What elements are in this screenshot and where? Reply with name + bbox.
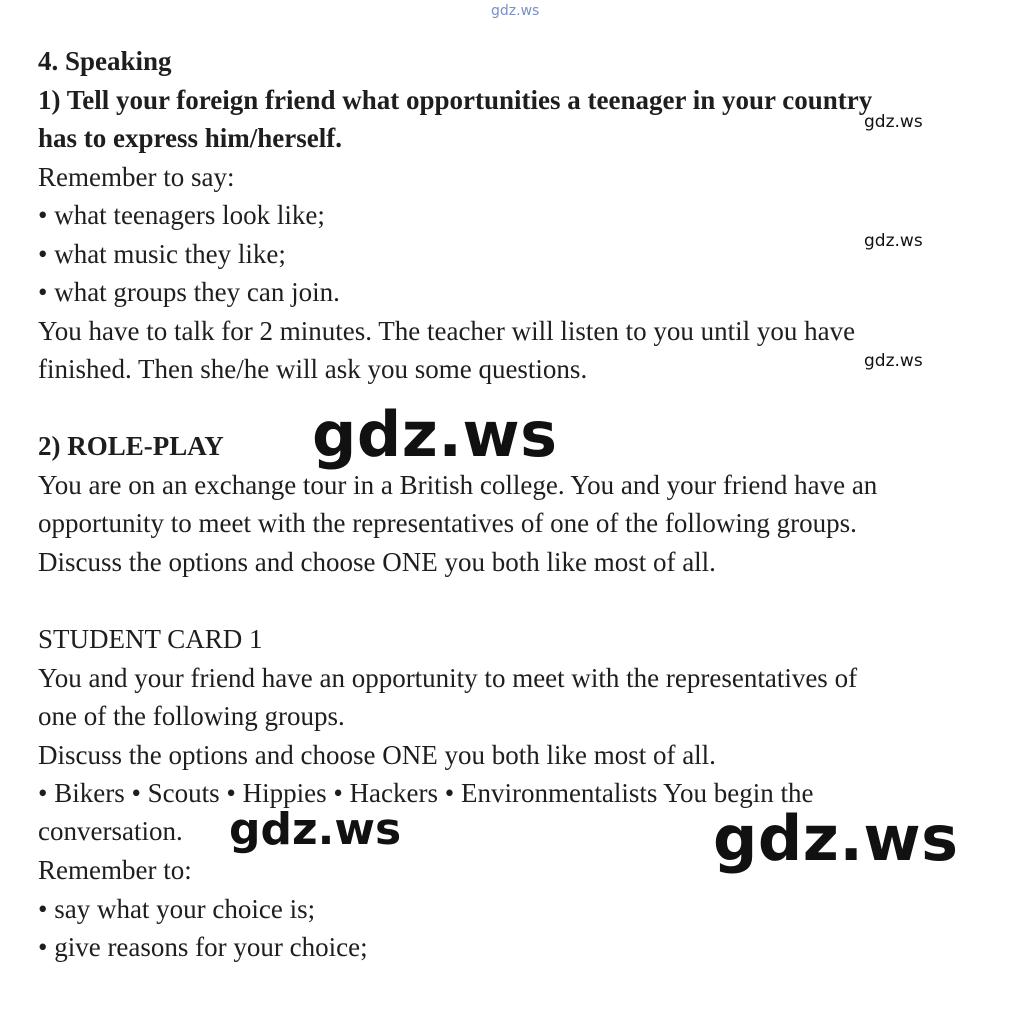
- watermark-big-right: gdz.ws: [713, 802, 959, 875]
- task1-bullet: • what groups they can join.: [38, 277, 340, 307]
- task1-note-line1: You have to talk for 2 minutes. The teacher will listen to you until you have: [38, 316, 856, 346]
- card-line4: • Bikers • Scouts • Hippies • Hackers • Environmentalists You begin the: [38, 778, 814, 808]
- watermark-small-2: gdz.ws: [864, 231, 923, 251]
- watermark-big-center: gdz.ws: [312, 398, 558, 471]
- task2-intro-line1: You are on an exchange tour in a British college. You and your friend have an: [38, 470, 878, 500]
- watermark-small-1: gdz.ws: [864, 112, 923, 132]
- task2-intro-line3: Discuss the options and choose ONE you both like most of all.: [38, 547, 716, 577]
- task1-title-line2: has to express him/herself.: [38, 123, 342, 153]
- card-line2: one of the following groups.: [38, 701, 345, 731]
- card-line1: You and your friend have an opportunity to meet with the representatives of: [38, 663, 858, 693]
- card-remember: Remember to:: [38, 855, 192, 885]
- watermark-small-3: gdz.ws: [864, 351, 923, 371]
- task1-bullet: • what teenagers look like;: [38, 200, 325, 230]
- card-bullet: • say what your choice is;: [38, 894, 316, 924]
- task2-intro-line2: opportunity to meet with the representatives of one of the following groups.: [38, 508, 857, 538]
- card-bullet: • give reasons for your choice;: [38, 932, 368, 962]
- watermark-top: gdz.ws: [491, 3, 540, 19]
- card-line5: conversation.: [38, 816, 183, 846]
- task1-title-line1: 1) Tell your foreign friend what opportunities a teenager in your country: [38, 85, 873, 115]
- task1-remember: Remember to say:: [38, 162, 235, 192]
- task1-bullet: • what music they like;: [38, 239, 286, 269]
- section-heading: 4. Speaking: [38, 46, 172, 76]
- task2-title: 2) ROLE-PLAY: [38, 431, 224, 461]
- card-line3: Discuss the options and choose ONE you both like most of all.: [38, 740, 716, 770]
- watermark-mid-left: gdz.ws: [229, 804, 402, 855]
- card-title: STUDENT CARD 1: [38, 624, 263, 654]
- task1-note-line2: finished. Then she/he will ask you some questions.: [38, 354, 588, 384]
